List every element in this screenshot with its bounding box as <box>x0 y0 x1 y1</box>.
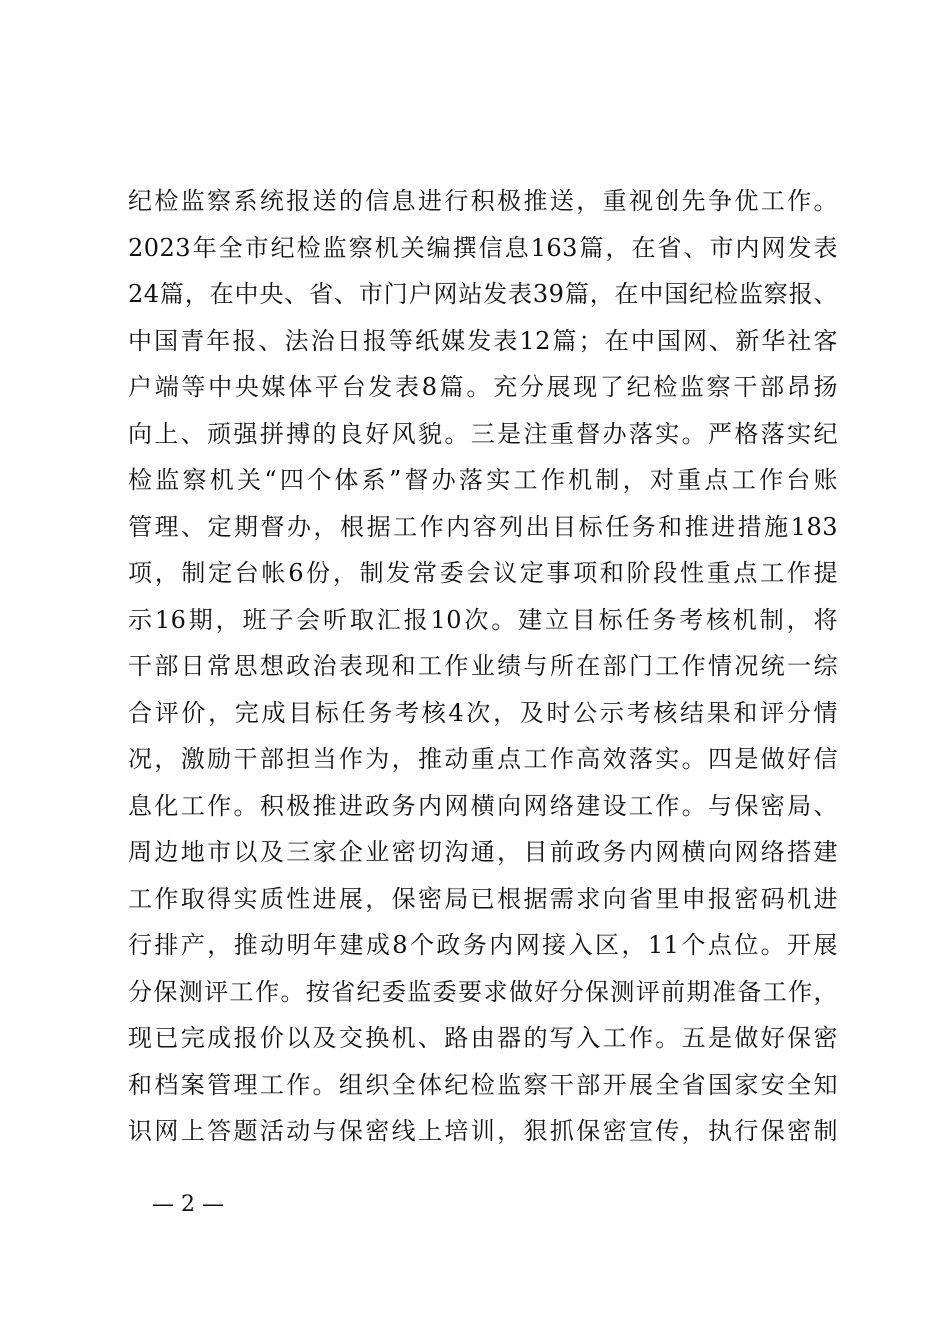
text-line: 识网上答题活动与保密线上培训，狠抓保密宣传，执行保密制 <box>128 1117 838 1145</box>
text-line: 2023年全市纪检监察机关编撰信息163篇，在省、市内网发表 <box>128 233 838 262</box>
text-line: 行排产，推动明年建成8个政务内网接入区，11个点位。开展 <box>128 931 838 959</box>
text-line: 现已完成报价以及交换机、路由器的写入工作。五是做好保密 <box>128 1024 838 1052</box>
text-line: 和档案管理工作。组织全体纪检监察干部开展全省国家安全知 <box>128 1070 838 1099</box>
text-line: 向上、顽强拼搏的良好风貌。三是注重督办落实。严格落实纪 <box>128 419 838 448</box>
text-line: 24篇，在中央、省、市门户网站发表39篇，在中国纪检监察报、 <box>128 280 838 308</box>
text-line: 中国青年报、法治日报等纸媒发表12篇；在中国网、新华社客 <box>128 326 838 355</box>
text-line: 管理、定期督办，根据工作内容列出目标任务和推进措施183 <box>128 512 838 541</box>
text-line: 况，激励干部担当作为，推动重点工作高效落实。四是做好信 <box>128 745 838 773</box>
text-line: 示16期，班子会听取汇报10次。建立目标任务考核机制，将 <box>128 605 838 634</box>
text-line: 分保测评工作。按省纪委监委要求做好分保测评前期准备工作， <box>128 977 838 1006</box>
text-line: 工作取得实质性进展，保密局已根据需求向省里申报密码机进 <box>128 884 838 913</box>
text-line: 户端等中央媒体平台发表8篇。充分展现了纪检监察干部昂扬 <box>128 373 838 401</box>
text-line: 项，制定台帐6份，制发常委会议定事项和阶段性重点工作提 <box>128 559 838 587</box>
body-text <box>128 178 838 1155</box>
text-line: 干部日常思想政治表现和工作业绩与所在部门工作情况统一综 <box>128 652 838 680</box>
text-line: 检监察机关“四个体系”督办落实工作机制，对重点工作台账 <box>128 466 838 494</box>
text-line: 息化工作。积极推进政务内网横向网络建设工作。与保密局、 <box>128 791 838 820</box>
text-line: 周边地市以及三家企业密切沟通，目前政务内网横向网络搭建 <box>128 838 838 866</box>
text-line: 合评价，完成目标任务考核4次，及时公示考核结果和评分情 <box>128 698 838 727</box>
page-number: — 2 — <box>152 1192 224 1217</box>
text-line: 纪检监察系统报送的信息进行积极推送，重视创先争优工作。 <box>128 187 838 215</box>
